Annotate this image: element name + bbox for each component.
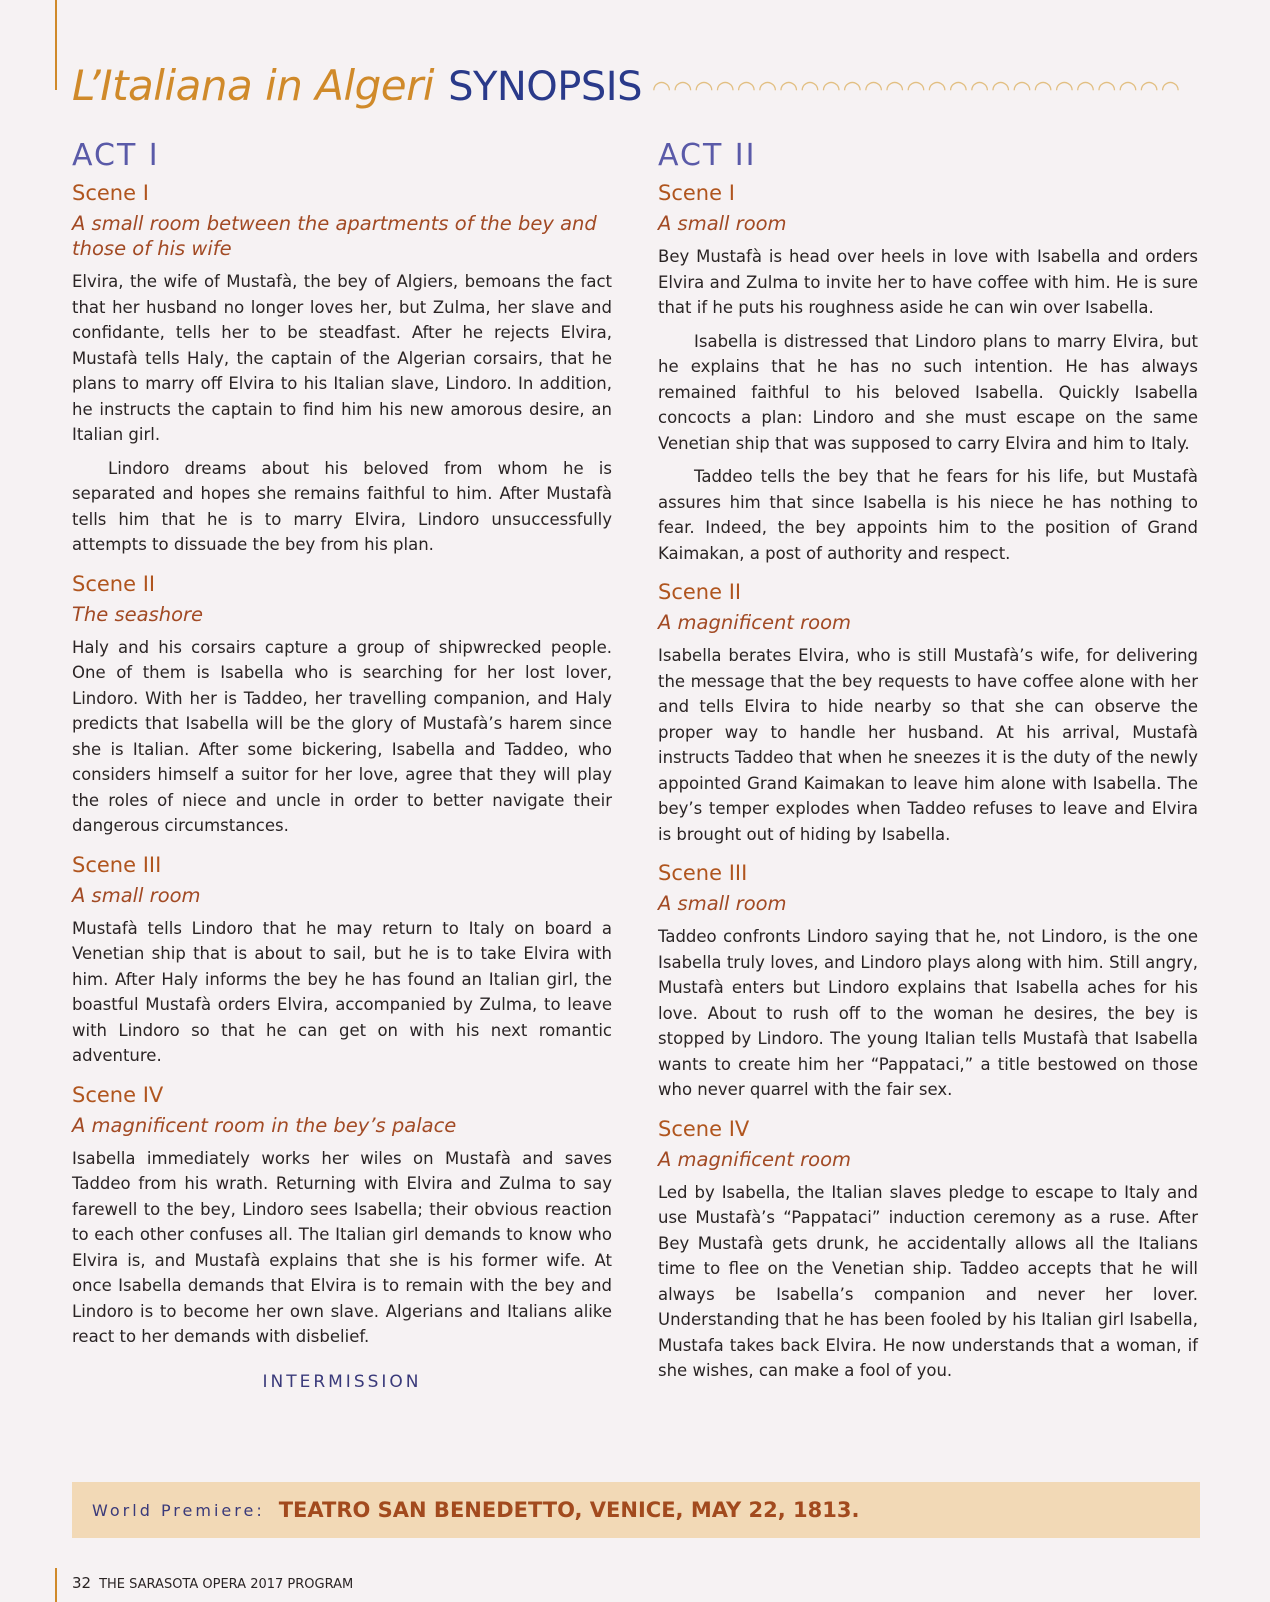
premiere-label: World Premiere:	[92, 1500, 265, 1520]
scene-setting: A magnificent room in the bey’s palace	[72, 1113, 457, 1137]
act-1-scene-3	[72, 853, 612, 1069]
scene-paragraph: Lindoro dreams about his beloved from whom he is separated and hopes she remains faithful to him. After Mustafà tells him that he is to marry Elvira, Lindoro unsuccessfully attempts to dissuade the bey from his plan.	[72, 458, 612, 554]
scene-heading: Scene I	[72, 181, 149, 205]
scene-paragraph: Elvira, the wife of Mustafà, the bey of Algiers, bemoans the fact that her husband no longer loves her, but Zulma, her slave and confidante, tells her to be steadfast. After he rejects Elvira, Mustafà tells Haly, the captain of the Algerian corsairs, that he plans to marry off Elvira to his Italian slave, Lindoro. In addition, he instructs the captain to find him his new amorous desire, an Italian girl.	[72, 272, 612, 444]
scene-setting: A magnificent room	[658, 611, 852, 634]
scene-heading: Scene III	[658, 861, 748, 885]
scene-setting: A magnificent room	[658, 1147, 852, 1171]
act-1-heading: ACT I	[72, 138, 160, 173]
act-2-scene-1	[658, 181, 1198, 566]
scene-setting: A small room	[72, 883, 201, 907]
scene-heading: Scene II	[72, 571, 156, 596]
scene-paragraph: Taddeo tells the bey that he fears for his life, but Mustafà assures him that since Isabella is his niece he has nothing to fear. Indeed, the bey appoints him to the position of Grand Kaimakan, a post of authority and respect.	[658, 467, 1198, 563]
scene-heading: Scene III	[72, 852, 162, 877]
scene-paragraph: Haly and his corsairs capture a group of shipwrecked people. One of them is Isabella who is searching for her lost lover, Lindoro. With her is Taddeo, her travelling companion, and Haly predicts that Isabella will be the glory of Mustafà’s harem since she is Italian. After some bickering, Isabella and Taddeo, who considers himself a suitor for her love, agree that they will play the roles of niece and uncle in order to better navigate their dangerous circumstances.	[72, 637, 612, 835]
act-1-scene-2	[72, 572, 612, 839]
act-2-column	[658, 138, 1198, 1398]
synopsis-heading: SYNOPSIS	[448, 64, 642, 110]
act-2-heading: ACT II	[658, 138, 757, 173]
scene-paragraph: Bey Mustafà is head over heels in love with Isabella and orders Elvira and Zulma to invite her to have coffee with him. He is sure that if he puts his roughness aside he can win over Isabella.	[658, 247, 1198, 317]
footer-accent-line	[55, 1568, 57, 1602]
scene-paragraph: Led by Isabella, the Italian slaves pledge to escape to Italy and use Mustafà’s “Pappataci” induction ceremony as a ruse. After Bey Mustafà gets drunk, he accidentally allows all the Italians time to flee on the Venetian ship. Taddeo accepts that he will always be Isabella’s companion and never her lover. Understanding that he has been fooled by his Italian girl Isabella, Mustafa takes back Elvira. He now understands that a woman, if she wishes, can make a fool of you.	[658, 1182, 1198, 1380]
scene-setting: The seashore	[72, 602, 204, 626]
premiere-venue-date: TEATRO SAN BENEDETTO, VENICE, MAY 22, 1813.	[278, 1498, 860, 1522]
page-number: 32	[72, 1574, 92, 1592]
scene-paragraph: Isabella berates Elvira, who is still Mustafà’s wife, for delivering the message that the bey requests to have coffee alone with her and tells Elvira to hide nearby so that she can observe the proper way to handle her husband. At his arrival, Mustafà instructs Taddeo that when he sneezes it is the duty of the newly appointed Grand Kaimakan to leave him alone with Isabella. The bey’s temper explodes when Taddeo refuses to leave and Elvira is brought out of hiding by Isabella.	[658, 646, 1198, 844]
scene-setting: A small room	[658, 212, 787, 235]
scene-paragraph: Taddeo confronts Lindoro saying that he, not Lindoro, is the one Isabella truly loves, and Lindoro plays along with him. Still angry, Mustafà enters but Lindoro explains that Isabella aches for his love. About to rush off to the woman he desires, the bey is stopped by Lindoro. The young Italian tells Mustafà that Isabella wants to create him her “Pappataci,” a title bestowed on those who never quarrel with the fair sex.	[658, 927, 1198, 1099]
scene-heading: Scene IV	[658, 1116, 750, 1141]
scene-setting: A small room between the apartments of the bey and those of his wife	[72, 212, 597, 260]
scene-heading: Scene IV	[72, 1082, 164, 1107]
left-accent-line	[55, 0, 57, 90]
scene-heading: Scene I	[658, 181, 735, 205]
act-2-scene-3	[658, 861, 1198, 1103]
program-title: THE SARASOTA OPERA 2017 PROGRAM	[99, 1577, 354, 1592]
scene-setting: A small room	[658, 892, 787, 915]
page-footer	[72, 1574, 353, 1592]
opera-title: L’Italiana in Algeri	[72, 61, 435, 110]
scene-heading: Scene II	[658, 580, 742, 604]
scene-paragraph: Isabella immediately works her wiles on Mustafà and saves Taddeo from his wrath. Returning with Elvira and Zulma to say farewell to the bey, Lindoro sees Isabella; their obvious reaction to each other confuses all. The Italian girl demands to know who Elvira is, and Mustafà explains that she is his former wife. At once Isabella demands that Elvira is to remain with the bey and Lindoro is to become her own slave. Algerians and Italians alike react to her demands with disbelief.	[72, 1148, 612, 1346]
scene-paragraph: Isabella is distressed that Lindoro plans to marry Elvira, but he explains that he has no such intention. He has always remained faithful to his beloved Isabella. Quickly Isabella concocts a plan: Lindoro and she must escape on the same Venetian ship that was supposed to carry Elvira and him to Italy.	[658, 331, 1198, 453]
act-2-scene-4	[658, 1117, 1198, 1384]
act-1-column	[72, 138, 612, 1392]
scene-paragraph: Mustafà tells Lindoro that he may return to Italy on board a Venetian ship that is about to sail, but he is to take Elvira with him. After Haly informs the bey he has found an Italian girl, the boastful Mustafà orders Elvira, accompanied by Zulma, to leave with Lindoro so that he can get on with his next romantic adventure.	[72, 918, 612, 1065]
intermission-label: INTERMISSION	[262, 1371, 422, 1392]
act-1-scene-1	[72, 181, 612, 558]
act-1-scene-4	[72, 1083, 612, 1350]
act-2-scene-2	[658, 580, 1198, 847]
swirl-ornament-icon: ◠◠◠◠◠◠◠◠◠◠◠◠◠◠◠◠◠◠◠◠◠◠◠◠◠	[652, 77, 1182, 102]
world-premiere-banner	[72, 1482, 1200, 1538]
page-title	[72, 40, 1210, 110]
